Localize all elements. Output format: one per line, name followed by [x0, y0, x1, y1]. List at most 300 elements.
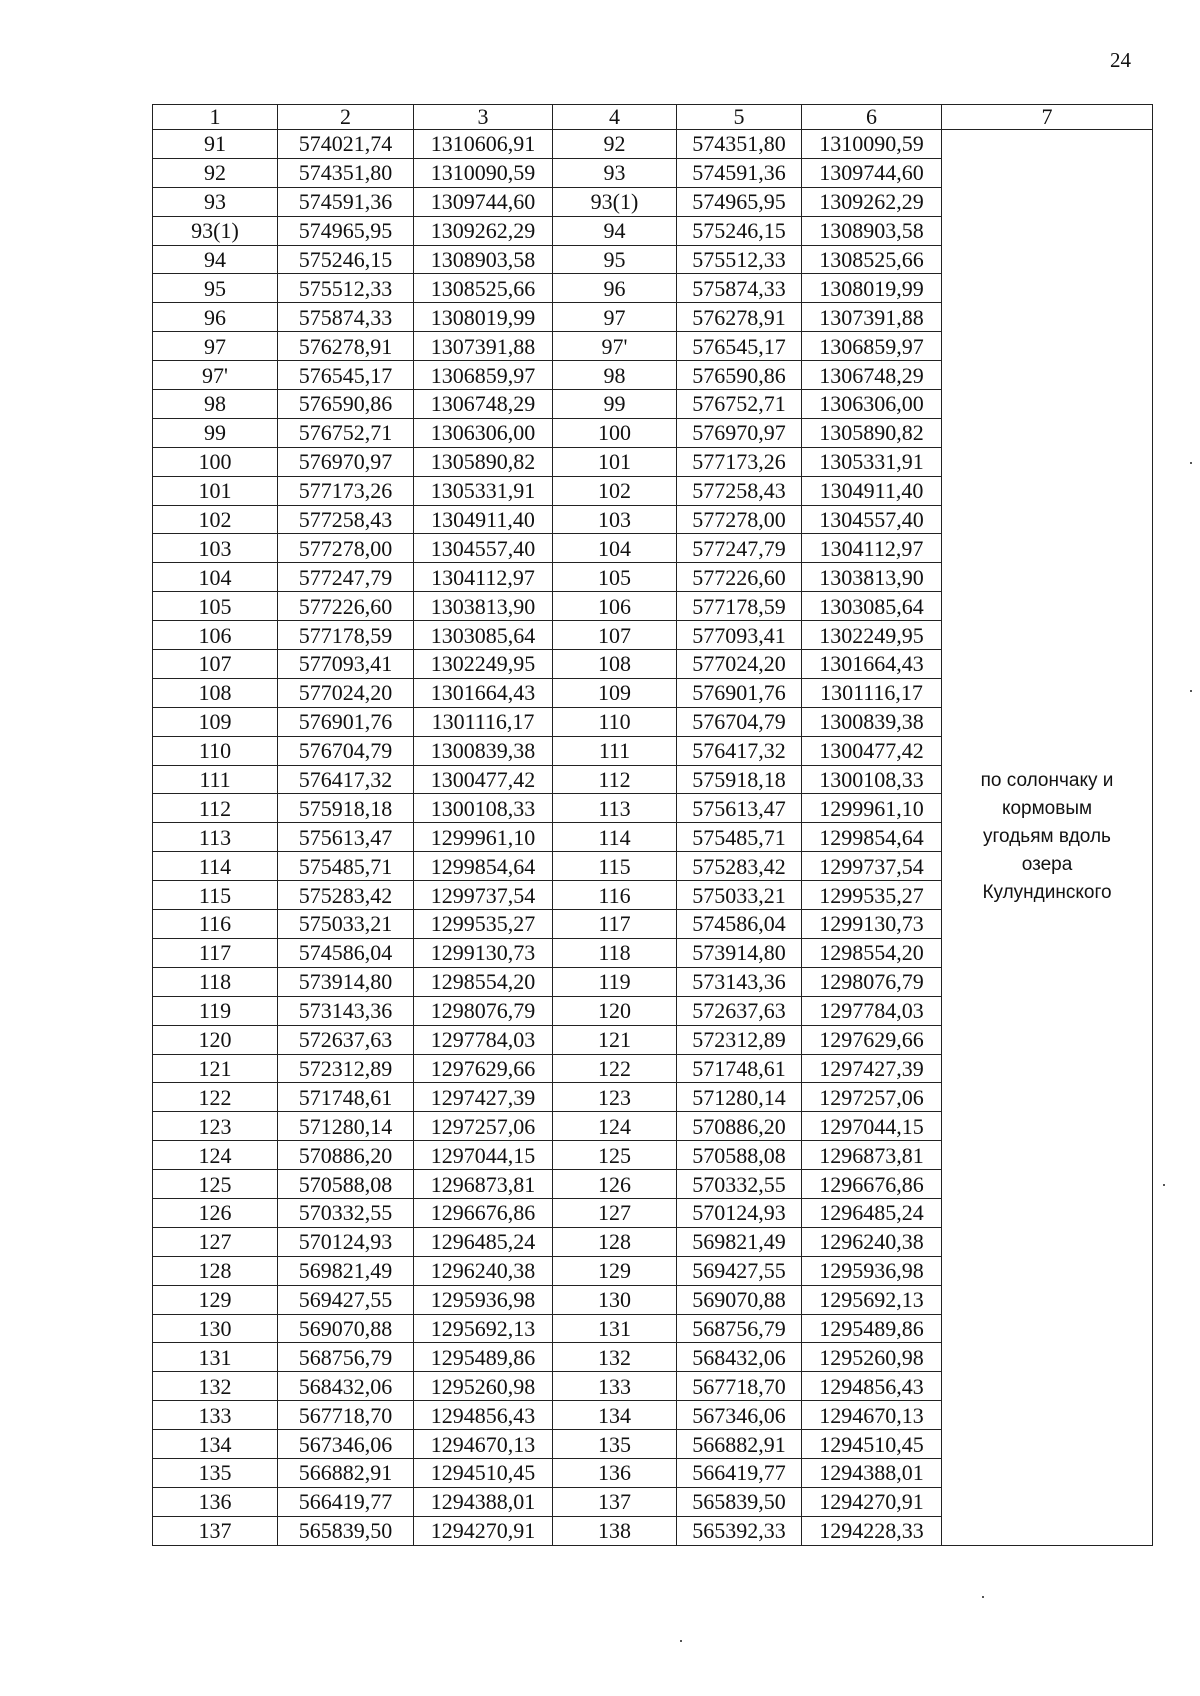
table-cell: 122 [553, 1054, 677, 1083]
boundary-description-line: кормовым [1001, 798, 1093, 820]
table-cell: 129 [553, 1256, 677, 1285]
boundary-description-line: угодьям вдоль [983, 826, 1111, 848]
table-cell: 1307391,88 [802, 303, 942, 332]
table-cell: 575918,18 [278, 794, 414, 823]
table-cell: 137 [553, 1487, 677, 1516]
table-cell: 1310606,91 [414, 130, 553, 159]
table-cell: 1295260,98 [414, 1372, 553, 1401]
table-cell: 106 [553, 592, 677, 621]
table-cell: 577178,59 [278, 621, 414, 650]
table-cell: 1298554,20 [802, 938, 942, 967]
table-cell: 121 [153, 1054, 278, 1083]
table-cell: 565839,50 [677, 1487, 802, 1516]
column-header: 1 [153, 105, 278, 130]
table-cell: 1300108,33 [802, 765, 942, 794]
table-cell: 572637,63 [677, 996, 802, 1025]
table-cell: 1294670,13 [414, 1430, 553, 1459]
table-cell: 112 [153, 794, 278, 823]
table-cell: 574586,04 [278, 938, 414, 967]
table-cell: 577278,00 [677, 505, 802, 534]
table-cell: 576590,86 [278, 390, 414, 419]
table-cell: 92 [153, 158, 278, 187]
table-cell: 576278,91 [677, 303, 802, 332]
table-cell: 1297784,03 [414, 1025, 553, 1054]
table-cell: 100 [553, 418, 677, 447]
boundary-description-line: озера [1021, 854, 1073, 876]
table-cell: 1308019,99 [414, 303, 553, 332]
table-cell: 113 [553, 794, 677, 823]
table-cell: 126 [153, 1198, 278, 1227]
table-cell: 100 [153, 447, 278, 476]
table-cell: 573914,80 [677, 938, 802, 967]
table-cell: 1302249,95 [802, 621, 942, 650]
table-cell: 114 [153, 852, 278, 881]
table-cell: 1294510,45 [802, 1430, 942, 1459]
table-cell: 103 [153, 534, 278, 563]
table-cell: 119 [153, 996, 278, 1025]
table-cell: 1295936,98 [802, 1256, 942, 1285]
table-cell: 114 [553, 823, 677, 852]
table-cell: 105 [153, 592, 278, 621]
table-cell: 102 [553, 476, 677, 505]
table-cell: 138 [553, 1516, 677, 1545]
table-cell: 1303085,64 [802, 592, 942, 621]
table-cell: 115 [153, 881, 278, 910]
table-cell: 130 [553, 1285, 677, 1314]
table-cell: 572312,89 [677, 1025, 802, 1054]
table-cell: 575246,15 [278, 245, 414, 274]
table-cell: 577278,00 [278, 534, 414, 563]
header-row [153, 105, 1153, 130]
column-header: 2 [278, 105, 414, 130]
table-cell: 128 [153, 1256, 278, 1285]
table-cell: 1299854,64 [414, 852, 553, 881]
table-cell: 136 [553, 1458, 677, 1487]
table-cell: 577226,60 [677, 563, 802, 592]
table-cell: 576752,71 [677, 390, 802, 419]
table-cell: 1296676,86 [414, 1198, 553, 1227]
table-cell: 1299961,10 [802, 794, 942, 823]
table-cell: 577178,59 [677, 592, 802, 621]
table-cell: 1299130,73 [802, 910, 942, 939]
table-cell: 1305331,91 [802, 447, 942, 476]
table-cell: 570124,93 [677, 1198, 802, 1227]
table-cell: 568432,06 [278, 1372, 414, 1401]
table-cell: 577024,20 [278, 678, 414, 707]
table-cell: 574351,80 [677, 130, 802, 159]
table-cell: 1296240,38 [802, 1227, 942, 1256]
table-cell: 574965,95 [278, 216, 414, 245]
table-cell: 127 [153, 1227, 278, 1256]
table-cell: 96 [153, 303, 278, 332]
table-cell: 1304911,40 [414, 505, 553, 534]
table-cell: 1300477,42 [414, 765, 553, 794]
page-number: 24 [1110, 48, 1131, 72]
table-cell: 108 [553, 650, 677, 679]
table-cell: 98 [553, 361, 677, 390]
table-cell: 1309262,29 [414, 216, 553, 245]
table-cell: 576545,17 [278, 361, 414, 390]
table-cell: 117 [553, 910, 677, 939]
table-cell: 1300477,42 [802, 736, 942, 765]
table-cell: 1300839,38 [414, 736, 553, 765]
table-cell: 93(1) [153, 216, 278, 245]
table-cell: 575033,21 [677, 881, 802, 910]
table-cell: 96 [553, 274, 677, 303]
column-header: 6 [802, 105, 942, 130]
table-cell: 565839,50 [278, 1516, 414, 1545]
table-cell: 130 [153, 1314, 278, 1343]
table-cell: 568432,06 [677, 1343, 802, 1372]
table-cell: 1308903,58 [802, 216, 942, 245]
table-cell: 1295489,86 [414, 1343, 553, 1372]
table-cell: 576970,97 [677, 418, 802, 447]
table-cell: 1297427,39 [802, 1054, 942, 1083]
table-cell: 133 [153, 1401, 278, 1430]
table-cell: 99 [153, 418, 278, 447]
table-cell: 119 [553, 967, 677, 996]
column-header: 4 [553, 105, 677, 130]
table-cell: 1309744,60 [414, 187, 553, 216]
table-cell: 1296676,86 [802, 1170, 942, 1199]
table-cell: 565392,33 [677, 1516, 802, 1545]
table-cell: 1308019,99 [802, 274, 942, 303]
table-cell: 1306306,00 [802, 390, 942, 419]
table-cell: 109 [553, 678, 677, 707]
table-cell: 105 [553, 563, 677, 592]
table-cell: 575283,42 [278, 881, 414, 910]
table-cell: 569427,55 [677, 1256, 802, 1285]
table-cell: 1297257,06 [414, 1112, 553, 1141]
table-cell: 577093,41 [278, 650, 414, 679]
table-cell: 1299737,54 [802, 852, 942, 881]
boundary-description-line: Кулундинского [982, 882, 1112, 904]
table-cell: 570588,08 [677, 1141, 802, 1170]
table-cell: 106 [153, 621, 278, 650]
table-cell: 1308525,66 [414, 274, 553, 303]
scan-speck [680, 1640, 682, 1642]
table-cell: 91 [153, 130, 278, 159]
table-cell: 567346,06 [278, 1430, 414, 1459]
table-cell: 1299535,27 [802, 881, 942, 910]
table-cell: 1304112,97 [802, 534, 942, 563]
table-cell: 1294270,91 [414, 1516, 553, 1545]
table-cell: 111 [153, 765, 278, 794]
table-cell: 1295489,86 [802, 1314, 942, 1343]
table-cell: 108 [153, 678, 278, 707]
table-cell: 567718,70 [677, 1372, 802, 1401]
table-cell: 576704,79 [677, 707, 802, 736]
table-cell: 570332,55 [677, 1170, 802, 1199]
table-cell: 113 [153, 823, 278, 852]
table-cell: 576704,79 [278, 736, 414, 765]
table-cell: 567718,70 [278, 1401, 414, 1430]
table-cell: 576278,91 [278, 332, 414, 361]
table-cell: 575512,33 [677, 245, 802, 274]
table-cell: 94 [553, 216, 677, 245]
table-cell: 1301116,17 [414, 707, 553, 736]
table-cell: 1297427,39 [414, 1083, 553, 1112]
table-cell: 566419,77 [677, 1458, 802, 1487]
table-cell: 110 [553, 707, 677, 736]
table-cell: 574591,36 [278, 187, 414, 216]
table-cell: 576970,97 [278, 447, 414, 476]
table-cell: 97' [153, 361, 278, 390]
table-cell: 112 [553, 765, 677, 794]
table-cell: 1294228,33 [802, 1516, 942, 1545]
table-cell: 574591,36 [677, 158, 802, 187]
table-cell: 569070,88 [278, 1314, 414, 1343]
table-cell: 1297044,15 [802, 1112, 942, 1141]
table-cell: 110 [153, 736, 278, 765]
coordinates-table [152, 104, 1153, 1546]
table-cell: 1299854,64 [802, 823, 942, 852]
table-cell: 1306748,29 [802, 361, 942, 390]
table-cell: 576545,17 [677, 332, 802, 361]
table-row [153, 130, 1153, 159]
table-cell: 572637,63 [278, 1025, 414, 1054]
table-cell: 107 [153, 650, 278, 679]
table-cell: 1295692,13 [802, 1285, 942, 1314]
table-cell: 1297044,15 [414, 1141, 553, 1170]
table-cell: 568756,79 [677, 1314, 802, 1343]
table-cell: 577258,43 [677, 476, 802, 505]
table-cell: 125 [553, 1141, 677, 1170]
column-header: 5 [677, 105, 802, 130]
table-cell: 1306306,00 [414, 418, 553, 447]
table-cell: 577226,60 [278, 592, 414, 621]
table-cell: 576901,76 [278, 707, 414, 736]
table-cell: 577024,20 [677, 650, 802, 679]
table-cell: 103 [553, 505, 677, 534]
table-cell: 135 [553, 1430, 677, 1459]
table-cell: 1296873,81 [414, 1170, 553, 1199]
table-cell: 1294856,43 [414, 1401, 553, 1430]
table-cell: 116 [553, 881, 677, 910]
table-cell: 575033,21 [278, 910, 414, 939]
table-cell: 577173,26 [677, 447, 802, 476]
table-cell: 570588,08 [278, 1170, 414, 1199]
table-cell: 575613,47 [677, 794, 802, 823]
table-cell: 577247,79 [278, 563, 414, 592]
table-cell: 1305890,82 [414, 447, 553, 476]
table-cell: 117 [153, 938, 278, 967]
table-cell: 101 [153, 476, 278, 505]
table-cell: 93 [553, 158, 677, 187]
table-cell: 1300108,33 [414, 794, 553, 823]
table-cell: 109 [153, 707, 278, 736]
table-cell: 573143,36 [677, 967, 802, 996]
table-cell: 1303085,64 [414, 621, 553, 650]
table-cell: 1301664,43 [802, 650, 942, 679]
table-cell: 98 [153, 390, 278, 419]
table-cell: 1303813,90 [414, 592, 553, 621]
table-cell: 575246,15 [677, 216, 802, 245]
table-cell: 1299535,27 [414, 910, 553, 939]
table-cell: 97 [553, 303, 677, 332]
table-cell: 1309744,60 [802, 158, 942, 187]
table-cell: 1301116,17 [802, 678, 942, 707]
table-cell: 576752,71 [278, 418, 414, 447]
table-cell: 569821,49 [677, 1227, 802, 1256]
table-cell: 92 [553, 130, 677, 159]
table-cell: 566882,91 [677, 1430, 802, 1459]
table-cell: 568756,79 [278, 1343, 414, 1372]
table-cell: 118 [553, 938, 677, 967]
table-cell: 102 [153, 505, 278, 534]
table-cell: 1302249,95 [414, 650, 553, 679]
table-cell: 1304557,40 [802, 505, 942, 534]
table-cell: 124 [153, 1141, 278, 1170]
table-cell: 571748,61 [677, 1054, 802, 1083]
table-cell: 116 [153, 910, 278, 939]
table-cell: 132 [153, 1372, 278, 1401]
table-cell: 122 [153, 1083, 278, 1112]
table-cell: 1295692,13 [414, 1314, 553, 1343]
table-cell: 95 [153, 274, 278, 303]
table-cell: 126 [553, 1170, 677, 1199]
table-cell: 1295260,98 [802, 1343, 942, 1372]
table-cell: 1310090,59 [414, 158, 553, 187]
table-cell: 569070,88 [677, 1285, 802, 1314]
table-cell: 1297784,03 [802, 996, 942, 1025]
table-cell: 129 [153, 1285, 278, 1314]
table-cell: 95 [553, 245, 677, 274]
table-cell: 577247,79 [677, 534, 802, 563]
table-cell: 124 [553, 1112, 677, 1141]
table-cell: 575283,42 [677, 852, 802, 881]
table-cell: 569427,55 [278, 1285, 414, 1314]
table-cell: 1300839,38 [802, 707, 942, 736]
scan-speck [1190, 690, 1192, 692]
table-cell: 97 [153, 332, 278, 361]
boundary-description-line: по солончаку и [980, 770, 1114, 792]
table-cell: 575485,71 [278, 852, 414, 881]
table-cell: 94 [153, 245, 278, 274]
table-cell: 576901,76 [677, 678, 802, 707]
table-cell: 1306748,29 [414, 390, 553, 419]
table-cell: 1294388,01 [414, 1487, 553, 1516]
table-cell: 570886,20 [278, 1141, 414, 1170]
table-cell: 136 [153, 1487, 278, 1516]
table-cell: 574351,80 [278, 158, 414, 187]
table-cell: 566882,91 [278, 1458, 414, 1487]
table-cell: 1304112,97 [414, 563, 553, 592]
table-cell: 1294670,13 [802, 1401, 942, 1430]
table-cell: 125 [153, 1170, 278, 1199]
table-cell: 573143,36 [278, 996, 414, 1025]
table-cell: 1304557,40 [414, 534, 553, 563]
table-cell: 1306859,97 [414, 361, 553, 390]
table-cell: 576417,32 [677, 736, 802, 765]
table-cell: 575874,33 [677, 274, 802, 303]
table-cell: 576590,86 [677, 361, 802, 390]
table-cell: 1299737,54 [414, 881, 553, 910]
table-cell: 1298076,79 [414, 996, 553, 1025]
table-cell: 1298554,20 [414, 967, 553, 996]
table-cell: 1295936,98 [414, 1285, 553, 1314]
table-cell: 1294856,43 [802, 1372, 942, 1401]
table-cell: 575874,33 [278, 303, 414, 332]
table-cell: 570124,93 [278, 1227, 414, 1256]
table-body [153, 130, 1153, 1546]
table-cell: 121 [553, 1025, 677, 1054]
table-cell: 1296873,81 [802, 1141, 942, 1170]
table-cell: 574021,74 [278, 130, 414, 159]
table-cell: 123 [153, 1112, 278, 1141]
table-cell: 575512,33 [278, 274, 414, 303]
table-cell: 131 [553, 1314, 677, 1343]
table-cell: 93 [153, 187, 278, 216]
table-cell: 1297629,66 [414, 1054, 553, 1083]
table-cell: 137 [153, 1516, 278, 1545]
table-cell: 566419,77 [278, 1487, 414, 1516]
coordinates-table-container [152, 104, 1152, 1546]
table-cell: 571280,14 [278, 1112, 414, 1141]
table-cell: 577093,41 [677, 621, 802, 650]
column-header: 7 [942, 105, 1153, 130]
table-cell: 1299130,73 [414, 938, 553, 967]
table-cell: 570332,55 [278, 1198, 414, 1227]
table-cell: 120 [553, 996, 677, 1025]
table-cell: 1301664,43 [414, 678, 553, 707]
table-cell: 134 [553, 1401, 677, 1430]
table-cell: 132 [553, 1343, 677, 1372]
table-cell: 1308525,66 [802, 245, 942, 274]
table-cell: 1298076,79 [802, 967, 942, 996]
table-cell: 1304911,40 [802, 476, 942, 505]
table-cell: 1299961,10 [414, 823, 553, 852]
table-cell: 1296485,24 [802, 1198, 942, 1227]
table-cell: 1309262,29 [802, 187, 942, 216]
table-cell: 1310090,59 [802, 130, 942, 159]
scan-speck [982, 1596, 984, 1598]
column-header: 3 [414, 105, 553, 130]
table-cell: 1294388,01 [802, 1458, 942, 1487]
table-cell: 1303813,90 [802, 563, 942, 592]
table-cell: 118 [153, 967, 278, 996]
table-cell: 573914,80 [278, 967, 414, 996]
table-cell: 1297257,06 [802, 1083, 942, 1112]
table-cell: 1306859,97 [802, 332, 942, 361]
table-cell: 104 [553, 534, 677, 563]
table-cell: 1308903,58 [414, 245, 553, 274]
table-cell: 133 [553, 1372, 677, 1401]
table-cell: 99 [553, 390, 677, 419]
table-cell: 574586,04 [677, 910, 802, 939]
table-cell: 575918,18 [677, 765, 802, 794]
scan-speck [1163, 1184, 1165, 1186]
table-cell: 93(1) [553, 187, 677, 216]
table-cell: 575485,71 [677, 823, 802, 852]
scan-speck [1190, 462, 1192, 464]
table-cell: 120 [153, 1025, 278, 1054]
table-cell: 1296240,38 [414, 1256, 553, 1285]
table-cell: 572312,89 [278, 1054, 414, 1083]
table-cell: 567346,06 [677, 1401, 802, 1430]
table-cell: 569821,49 [278, 1256, 414, 1285]
table-cell: 97' [553, 332, 677, 361]
table-cell: 1294510,45 [414, 1458, 553, 1487]
table-cell: 134 [153, 1430, 278, 1459]
table-cell: 101 [553, 447, 677, 476]
table-cell: 577173,26 [278, 476, 414, 505]
table-cell: 115 [553, 852, 677, 881]
table-cell: 1297629,66 [802, 1025, 942, 1054]
table-cell: 577258,43 [278, 505, 414, 534]
table-cell: 1294270,91 [802, 1487, 942, 1516]
table-cell: 107 [553, 621, 677, 650]
